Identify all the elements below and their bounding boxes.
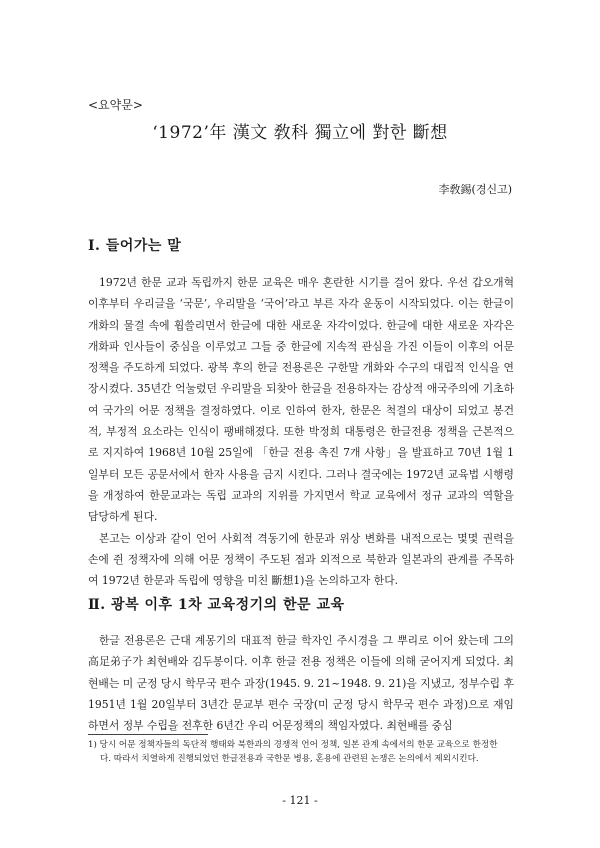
page-title: ‘1972’年 漢文 敎科 獨立에 對한 斷想: [152, 123, 448, 143]
footnote-line: 다. 따라서 치열하게 진행되었던 한글전용과 국한문 병용, 혼용에 관련된 논쟁은 논의에서 제외시킨다.: [100, 754, 479, 764]
footnote-divider: [88, 734, 208, 735]
author-line: 李敎錫(경신고): [438, 183, 512, 196]
footnote-line: 1) 당시 어문 정책자들의 독단적 행태와 북한과의 경쟁적 언어 정책, 일본 관계 속에서의 한문 교육으로 한정한: [88, 740, 498, 750]
section-2-heading: Ⅱ. 광복 이후 1차 교육정기의 한문 교육: [88, 597, 345, 613]
section-2-body: [88, 630, 514, 736]
paragraph: 한글 전용론은 근대 계몽기의 대표적 한글 학자인 주시경을 그 뿌리로 이어 왔는데 그의 高足弟子가 최현배와 김두봉이다. 이후 한글 전용 정책은 이들에 의해 굳어지게 되었다. 최현배는 미 군정 당시 학무국 편수 과장(1945. 9. 21~1948. 9. 21)을 지냈고, 정부수립 후 1951년 1월 20일부터 3년간 문교부 편수 국장(미 군정 당시 학무국 편수 과정)으로 재임하면서 정부 수립을 전후한 6년간 우리 어문정책의 책임자였다. 최현배를 중심: [88, 634, 514, 733]
footnote: [88, 738, 514, 766]
summary-tag: <요약문>: [88, 98, 143, 112]
paragraph: 1972년 한문 교과 독립까지 한문 교육은 매우 혼란한 시기를 걸어 왔다. 우선 갑오개혁 이후부터 우리글을 ‘국문’, 우리말을 ‘국어’라고 부른 자각 운동이 시작되었다. 이는 한글이 개화의 물결 속에 휩쓸리면서 한글에 대한 새로운 자각이었다. 한글에 대한 새로운 자각은 개화파 인사들이 중심을 이루었고 그들 중 한글에 지속적 관심을 가진 이들이 이후의 어문 정책을 주도하게 되었다. 광복 후의 한글 전용론은 구한말 개화와 수구의 대립적 인식을 연장시켰다. 35년간 억눌렸던 우리말을 되찾아 한글을 전용하자는 감상적 애국주의에 기초하여 국가의 어문 정책을 결정하였다. 이로 인하여 한자, 한문은 척결의 대상이 되었고 봉건적, 부정적 요소라는 인식이 팽배해졌다. 또한 박정희 대통령은 한글전용 정책을 근본적으로 지지하여 1968년 10월 25일에 「한글 전용 촉진 7개 사항」을 발표하고 70년 1월 1일부터 모든 공문서에서 한자 사용을 금지 시킨다. 그러나 결국에는 1972년 교육법 시행령을 개정하여 한문교과는 독립 교과의 지위를 가지면서 학교 교육에서 정규 교과의 역할을 담당하게 된다.: [88, 276, 514, 524]
section-1-heading: Ⅰ. 들어가는 말: [88, 238, 182, 254]
section-1-body: [88, 272, 514, 591]
paragraph: 본고는 이상과 같이 언어 사회적 격동기에 한문과 위상 변화를 내적으로는 몇몇 권력을 손에 쥔 정책자에 의해 어문 정책이 주도된 점과 외적으로 북한과 일본과의 관계를 주목하여 1972년 한문과 독립에 영향을 미친 斷想1)을 논의하고자 한다.: [88, 531, 514, 588]
page-number: - 121 -: [282, 794, 318, 807]
